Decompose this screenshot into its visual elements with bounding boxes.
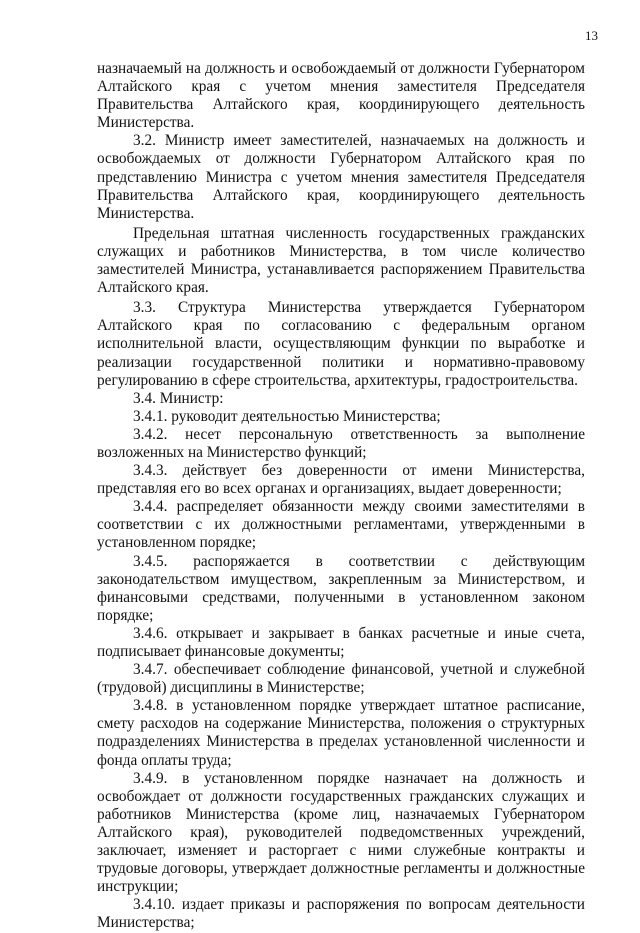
paragraph: Предельная штатная численность государственных гражданских служащих и работников Министерства, в том числе количество заместителей Министра, устанавливается распоряжением Правительства Алтайского края. <box>97 224 585 297</box>
paragraph: 3.3. Структура Министерства утверждается Губернатором Алтайского края по согласованию с федеральным органом исполнительной власти, осуществляющим функции по выработке и реализации государственной политики и нормативно-правовому регулированию в сфере строительства, архитектуры, градостроительства. <box>97 299 585 389</box>
paragraph: назначаемый на должность и освобождаемый от должности Губернатором Алтайского края с учетом мнения заместителя Председателя Правительства Алтайского края, координирующего деятельность Министерства. <box>97 60 585 132</box>
paragraph: 3.4.6. открывает и закрывает в банках расчетные и иные счета, подписывает финансовые документы; <box>97 624 585 660</box>
paragraph: 3.4.9. в установленном порядке назначает на должность и освобождает от должности государственных гражданских служащих и работников Министерства (кроме лиц, назначаемых Губернатором Алтайского края), руководителей подведомственных учреждений, заключает, изменяет и расторгает с ними служебные контракты и трудовые договоры, утверждает должностные регламенты и должностные инструкции; <box>97 769 585 896</box>
page-number: 13 <box>585 28 598 43</box>
paragraph: 3.4.8. в установленном порядке утверждает штатное расписание, смету расходов на содержание Министерства, положения о структурных подразделениях Министерства в пределах установленной численности и фонда оплаты труда; <box>97 697 585 769</box>
paragraph: 3.4.2. несет персональную ответственность за выполнение возложенных на Министерство функций; <box>97 425 585 461</box>
paragraph: 3.4.1. руководит деятельностью Министерства; <box>133 407 441 425</box>
paragraph: 3.4. Министр: <box>133 389 224 407</box>
paragraph: 3.4.4. распределяет обязанности между своими заместителями в соответствии с их должностными регламентами, утвержденными в установленном порядке; <box>97 498 585 552</box>
paragraph: 3.4.10. издает приказы и распоряжения по вопросам деятельности Министерства; <box>97 896 585 932</box>
paragraph: 3.4.3. действует без доверенности от имени Министерства, представляя его во всех органах и организациях, выдает доверенности; <box>97 462 585 498</box>
document-body <box>97 60 585 933</box>
paragraph: 3.2. Министр имеет заместителей, назначаемых на должность и освобождаемых от должности Губернатором Алтайского края по представлению Министра с учетом мнения заместителя Председателя Правительства Алтайского края, координирующего деятельность Министерства. <box>97 132 585 222</box>
paragraph: 3.4.5. распоряжается в соответствии с действующим законодательством имуществом, закрепленным за Министерством, и финансовыми средствами, полученными в установленном законом порядке; <box>97 552 585 624</box>
paragraph: 3.4.7. обеспечивает соблюдение финансовой, учетной и служебной (трудовой) дисциплины в Министерстве; <box>97 661 585 697</box>
